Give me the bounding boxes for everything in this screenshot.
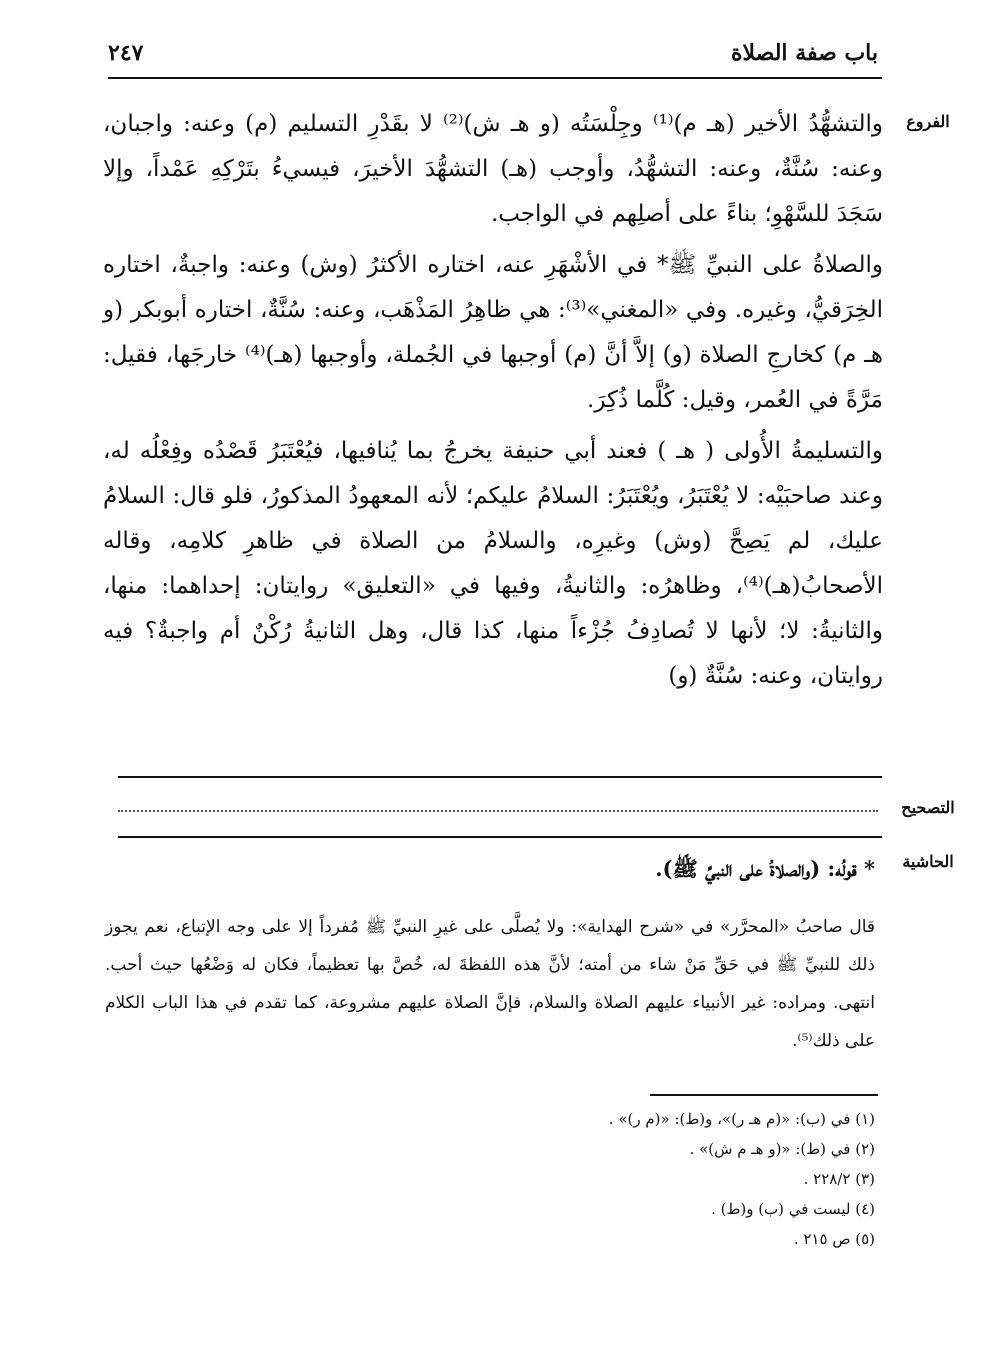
main-text — [103, 102, 883, 774]
page-number: ٢٤٧ — [108, 40, 144, 66]
main-paragraph: والصلاةُ على النبيِّ ﷺ* في الأشْهَرِ عنه، اختاره الأكثرُ (وش) وعنه: واجبةٌ، اختاره الخِرَقيُّ، وغيره. وفي «المغني»⁽³⁾: هي ظاهِرُ المَذْهَب، وعنه: سُنَّةٌ، اختاره أبوبكر (و هـ م) كخارجِ الصلاة (و) إلاَّ أنَّ (م) أوجبها في الجُملة، وأوجبها (هـ)⁽⁴⁾ خارجَها، فقيل: مَرَّةً في العُمر، وقيل: كُلَّما ذُكِرَ. — [103, 252, 884, 413]
footnotes — [105, 1104, 875, 1254]
header-rule — [108, 77, 882, 79]
side-label-hashiya: الحاشية — [902, 852, 954, 871]
side-label-tashih: التصحيح — [901, 798, 955, 817]
main-paragraph: والتشهُّدُ الأخير (هـ م)⁽¹⁾ وجِلْسَتُه (و هـ ش)⁽²⁾ لا بقَدْرِ التسليم (م) وعنه: واجبان، وعنه: سُنَّةٌ، وعنه: التشهُّدُ، وأوجب (هـ) التشهُّدَ الأخيرَ، فيسيءُ بتَرْكِهِ عَمْداً، وإلا سَجَدَ للسَّهْوِ؛ بناءً على أصلِهم في الواجب. — [103, 111, 883, 227]
footnote: (٣) ٢٢٨/٢ . — [803, 1170, 875, 1188]
main-paragraph: والتسليمةُ الأُولى ( هـ ) فعند أبي حنيفة يخرجُ بما يُنافيها، فيُعْتَبَرُ قَصْدُه وفِعْلُه له، وعند صاحبَيْه: لا يُعْتَبَرُ، ويُعْتَبَرُ: السلامُ عليكم؛ لأنه المعهودُ المذكورُ، فلو قال: السلامُ عليك، لم يَصِحَّ (وش) وغيرِه، والسلامُ من الصلاة في ظاهرِ كلامِه، وقاله الأصحابُ(هـ)⁽⁴⁾، وظاهرُه: والثانيةُ، وفيها في «التعليق» روايتان: إحداهما: منها، والثانيةُ: لا؛ لأنها لا تُصادِفُ جُزْءاً منها، كذا قال، وهل الثانيةُ رُكْنٌ أم واجبةٌ؟ فيه روايتان، وعنه: سُنَّةٌ (و) — [103, 438, 883, 689]
side-label-furu: الفروع — [906, 112, 950, 131]
footnote: (٥) ص ٢١٥ . — [793, 1230, 875, 1248]
footnote: (٢) في (ط): «(و هـ م ش)» . — [689, 1140, 875, 1158]
divider-rule — [118, 836, 882, 838]
hashiya-body: قال صاحبُ «المحرَّر» في «شرح الهداية»: ولا يُصلَّى على غيرِ النبيِّ ﷺ مُفرداً إلا على وجه الإتباع، نعم يجوز ذلك للنبيِّ ﷺ في حَقِّ مَنْ شاء من أمته؛ لأنَّ هذه اللفظةَ له، خُصَّ بها تعظيماً، فكان له وَضْعُها حيث أحب. انتهى. ومراده: غير الأنبياء عليهم الصلاة والسلام، فإنَّ الصلاة عليهم مشروعة، كما تقدم في هذا الباب الكلام على ذلك⁽⁵⁾. — [105, 917, 875, 1051]
tashih-dotted-line — [118, 810, 878, 812]
page-header — [108, 40, 878, 76]
hashiya-heading: * قولُه: (والصلاةُ على النبيِّ ﷺ). — [655, 856, 875, 881]
footnote: (٤) ليست في (ب) و(ط) . — [711, 1200, 875, 1218]
chapter-title: باب صفة الصلاة — [730, 40, 878, 66]
footnote-rule — [650, 1094, 878, 1096]
footnote: (١) في (ب): «(م هـ ر)»، و(ط): «(م ر)» . — [608, 1110, 875, 1128]
divider-rule — [118, 776, 882, 778]
